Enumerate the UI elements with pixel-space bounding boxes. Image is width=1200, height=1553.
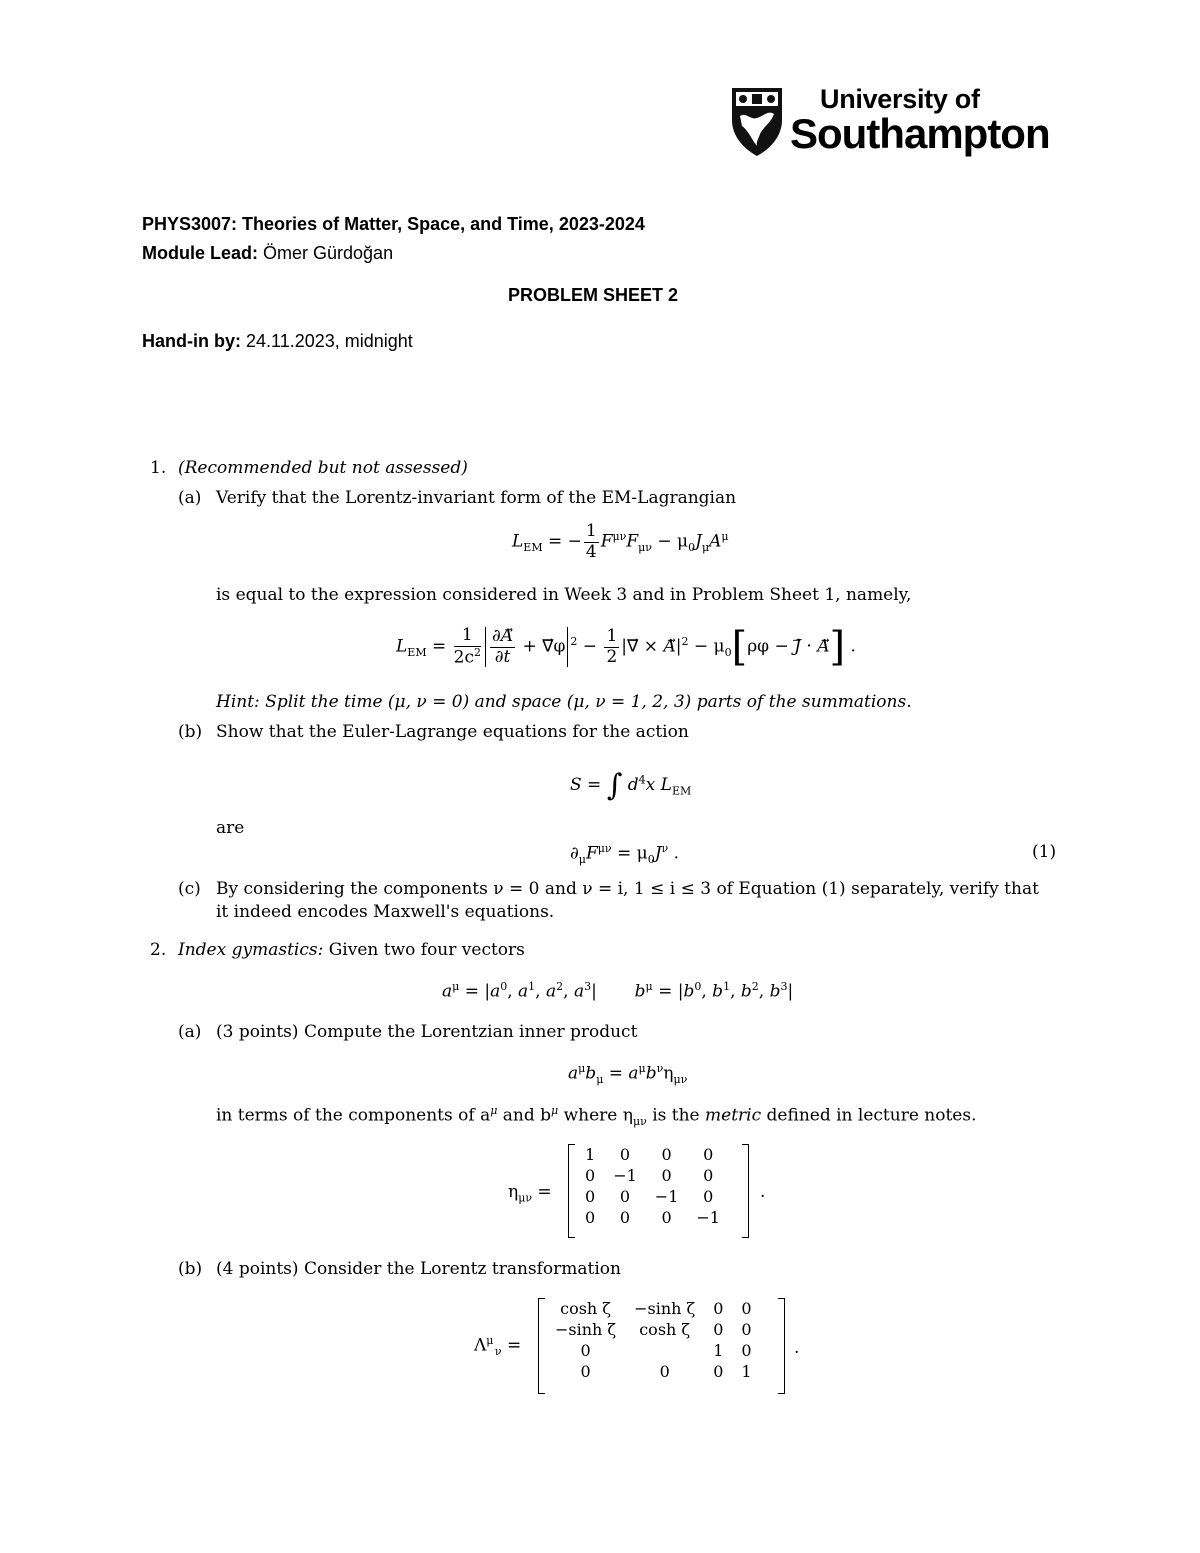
lambda-matrix: [546, 1298, 761, 1382]
lambda-matrix-cell: 0: [580, 1362, 591, 1381]
q1-number: 1.: [150, 458, 167, 478]
university-crest-logo: [728, 84, 786, 158]
lambda-matrix-cell: cosh ζ: [560, 1299, 611, 1318]
eta-matrix-cell: 0: [661, 1166, 672, 1185]
q2a-after-part1: in terms of the components of a: [216, 1105, 491, 1126]
eta-symbol: $\eta_{\mu\nu}$ =: [508, 1182, 552, 1205]
q2a-after: in terms of the components of $a^\mu$ and $b^\mu$ where $\eta_{\mu\nu}$ is the metric defined in lecture notes.: [216, 1104, 977, 1129]
lambda-matrix-cell: 0: [713, 1362, 724, 1381]
q1b-label: (b): [178, 722, 203, 742]
lambda-matrix-cell: 0: [741, 1341, 752, 1360]
lambda-matrix-cell: 0: [713, 1299, 724, 1318]
eta-matrix-cell: −1: [696, 1208, 720, 1227]
eta-matrix-row: [576, 1207, 729, 1228]
lambda-bracket-left: [538, 1298, 545, 1394]
eta-matrix-cell: 1: [585, 1145, 596, 1164]
eta-matrix-cell: −1: [613, 1166, 637, 1185]
q1c-text-line1: By considering the components ν = 0 and ν = i, 1 ≤ i ≤ 3 of Equation (1) separately, verify that: [216, 879, 1039, 899]
eq-number-1: (1): [1032, 842, 1057, 862]
module-lead-name: Ömer Gürdoğan: [263, 243, 394, 263]
eq-four-vectors: $a^\mu = |a^0$, $a^1$, $a^2$, $a^3|$ $b^\mu = |b^0$, $b^1$, $b^2$, $b^3|$: [442, 980, 794, 1002]
handin-line: [142, 331, 413, 352]
eta-matrix-cell: 0: [703, 1187, 714, 1206]
logo-text-university-of: University of: [820, 84, 980, 114]
eta-matrix: [576, 1144, 729, 1228]
handin-value: 24.11.2023, midnight: [246, 331, 413, 351]
q2-intro: Given two four vectors: [328, 940, 525, 960]
eta-matrix-cell: 0: [619, 1208, 631, 1227]
lambda-matrix-row: [546, 1298, 761, 1319]
q2a-text: (3 points) Compute the Lorentzian inner product: [216, 1022, 638, 1042]
eq-lagrangian-covariant: $L_{EM}$ = − $\frac{1}{4}$ $F^{\mu\nu}F_{\mu\nu} - \mu_0J_\mu A^\mu$: [512, 521, 729, 562]
q1b-text: Show that the Euler-Lagrange equations for the action: [216, 722, 689, 742]
lambda-matrix-cell: −sinh ζ: [555, 1320, 617, 1339]
lambda-matrix-cell: 0: [713, 1320, 724, 1339]
lambda-symbol: $\Lambda^\mu$ $_\nu$ =: [474, 1334, 522, 1359]
q2a-after-part4: is the: [652, 1105, 700, 1126]
eta-matrix-cell: 0: [585, 1208, 596, 1227]
eta-matrix-row: [576, 1186, 729, 1207]
lambda-matrix-row: [546, 1340, 761, 1361]
eq-maxwell-covariant: $\partial_\mu F^{\mu\nu} = \mu_0J^\nu$ .: [570, 842, 680, 867]
q2b-text: (4 points) Consider the Lorentz transformation: [216, 1259, 621, 1279]
q1a-after: is equal to the expression considered in Week 3 and in Problem Sheet 1, namely,: [216, 585, 912, 605]
course-title: PHYS3007: Theories of Matter, Space, and Time, 2023-2024: [142, 214, 645, 234]
q2a-metric-word: metric: [705, 1105, 762, 1126]
eta-matrix-row: [576, 1144, 729, 1165]
q2a-after-part5: defined in lecture notes.: [766, 1105, 977, 1126]
module-lead: [142, 243, 393, 264]
q1a-text: Verify that the Lorentz-invariant form of the EM-Lagrangian: [216, 488, 737, 508]
q2a-after-part2: and b: [502, 1105, 552, 1126]
eta-matrix-row: [576, 1165, 729, 1186]
q1b-are: are: [216, 818, 245, 838]
lambda-matrix-cell: 1: [713, 1341, 724, 1360]
eq-action: S = ∫ $d^4x$ $L_{EM}$: [570, 768, 692, 803]
q2-title: Index gymastics:: [178, 940, 324, 960]
eta-matrix-cell: 0: [585, 1187, 596, 1206]
q2b-label: (b): [178, 1259, 203, 1279]
eta-matrix-cell: 0: [585, 1166, 596, 1185]
q1c-label: (c): [178, 879, 201, 899]
handin-label: Hand-in by:: [142, 331, 241, 351]
lambda-matrix-cell: 0: [741, 1299, 752, 1318]
eta-matrix-cell: 0: [703, 1145, 714, 1164]
q2-intro-line: [178, 940, 525, 960]
lambda-matrix-cell: [625, 1340, 704, 1361]
q2a-label: (a): [178, 1022, 202, 1042]
lambda-matrix-row: [546, 1319, 761, 1340]
q1c-text-line2: it indeed encodes Maxwell's equations.: [216, 902, 555, 922]
module-lead-label: Module Lead:: [142, 243, 258, 263]
lambda-matrix-cell: 1: [741, 1362, 752, 1381]
q2a-after-part3: where η: [563, 1105, 633, 1126]
q1a-label: (a): [178, 488, 202, 508]
lambda-bracket-right: [778, 1298, 785, 1394]
lambda-matrix-cell: cosh ζ: [639, 1320, 691, 1339]
eta-matrix-cell: 0: [661, 1145, 672, 1164]
eta-matrix-cell: 0: [661, 1208, 672, 1227]
lambda-matrix-cell: 0: [659, 1362, 670, 1381]
lambda-matrix-row: [546, 1361, 761, 1382]
eta-bracket-left: [568, 1144, 575, 1238]
eq-inner-product: $a^\mu b_\mu = a^\mu b^\nu\eta_{\mu\nu}$: [568, 1062, 688, 1087]
q2-number: 2.: [150, 940, 167, 960]
lambda-matrix-cell: 0: [580, 1341, 591, 1360]
lambda-matrix-cell: −sinh ζ: [634, 1299, 696, 1318]
lambda-period: .: [794, 1338, 800, 1358]
eta-period: .: [760, 1182, 766, 1202]
eta-matrix-cell: 0: [619, 1187, 631, 1206]
sheet-title: PROBLEM SHEET 2: [508, 285, 679, 305]
lambda-matrix-cell: 0: [741, 1320, 752, 1339]
eta-matrix-cell: 0: [619, 1145, 631, 1164]
eta-matrix-cell: 0: [703, 1166, 714, 1185]
logo-text-southampton: Southampton: [790, 110, 1050, 157]
eq-lagrangian-explicit: $L_{EM}$ = $\frac{1}{2c^2}$ $\frac{\partial A}{\partial t}$ + ∇⃗φ $^2$ − $\frac{1}{2}$ |∇⃗ × $A⃗|^2 - \mu_0[\rho\varphi$ − J⃗ · A] .: [396, 624, 856, 670]
q1-title: (Recommended but not assessed): [178, 458, 468, 478]
eta-bracket-right: [742, 1144, 749, 1238]
eta-matrix-cell: −1: [654, 1187, 679, 1206]
q1a-hint: Hint: Split the time (μ, ν = 0) and space (μ, ν = 1, 2, 3) parts of the summations.: [216, 692, 912, 712]
